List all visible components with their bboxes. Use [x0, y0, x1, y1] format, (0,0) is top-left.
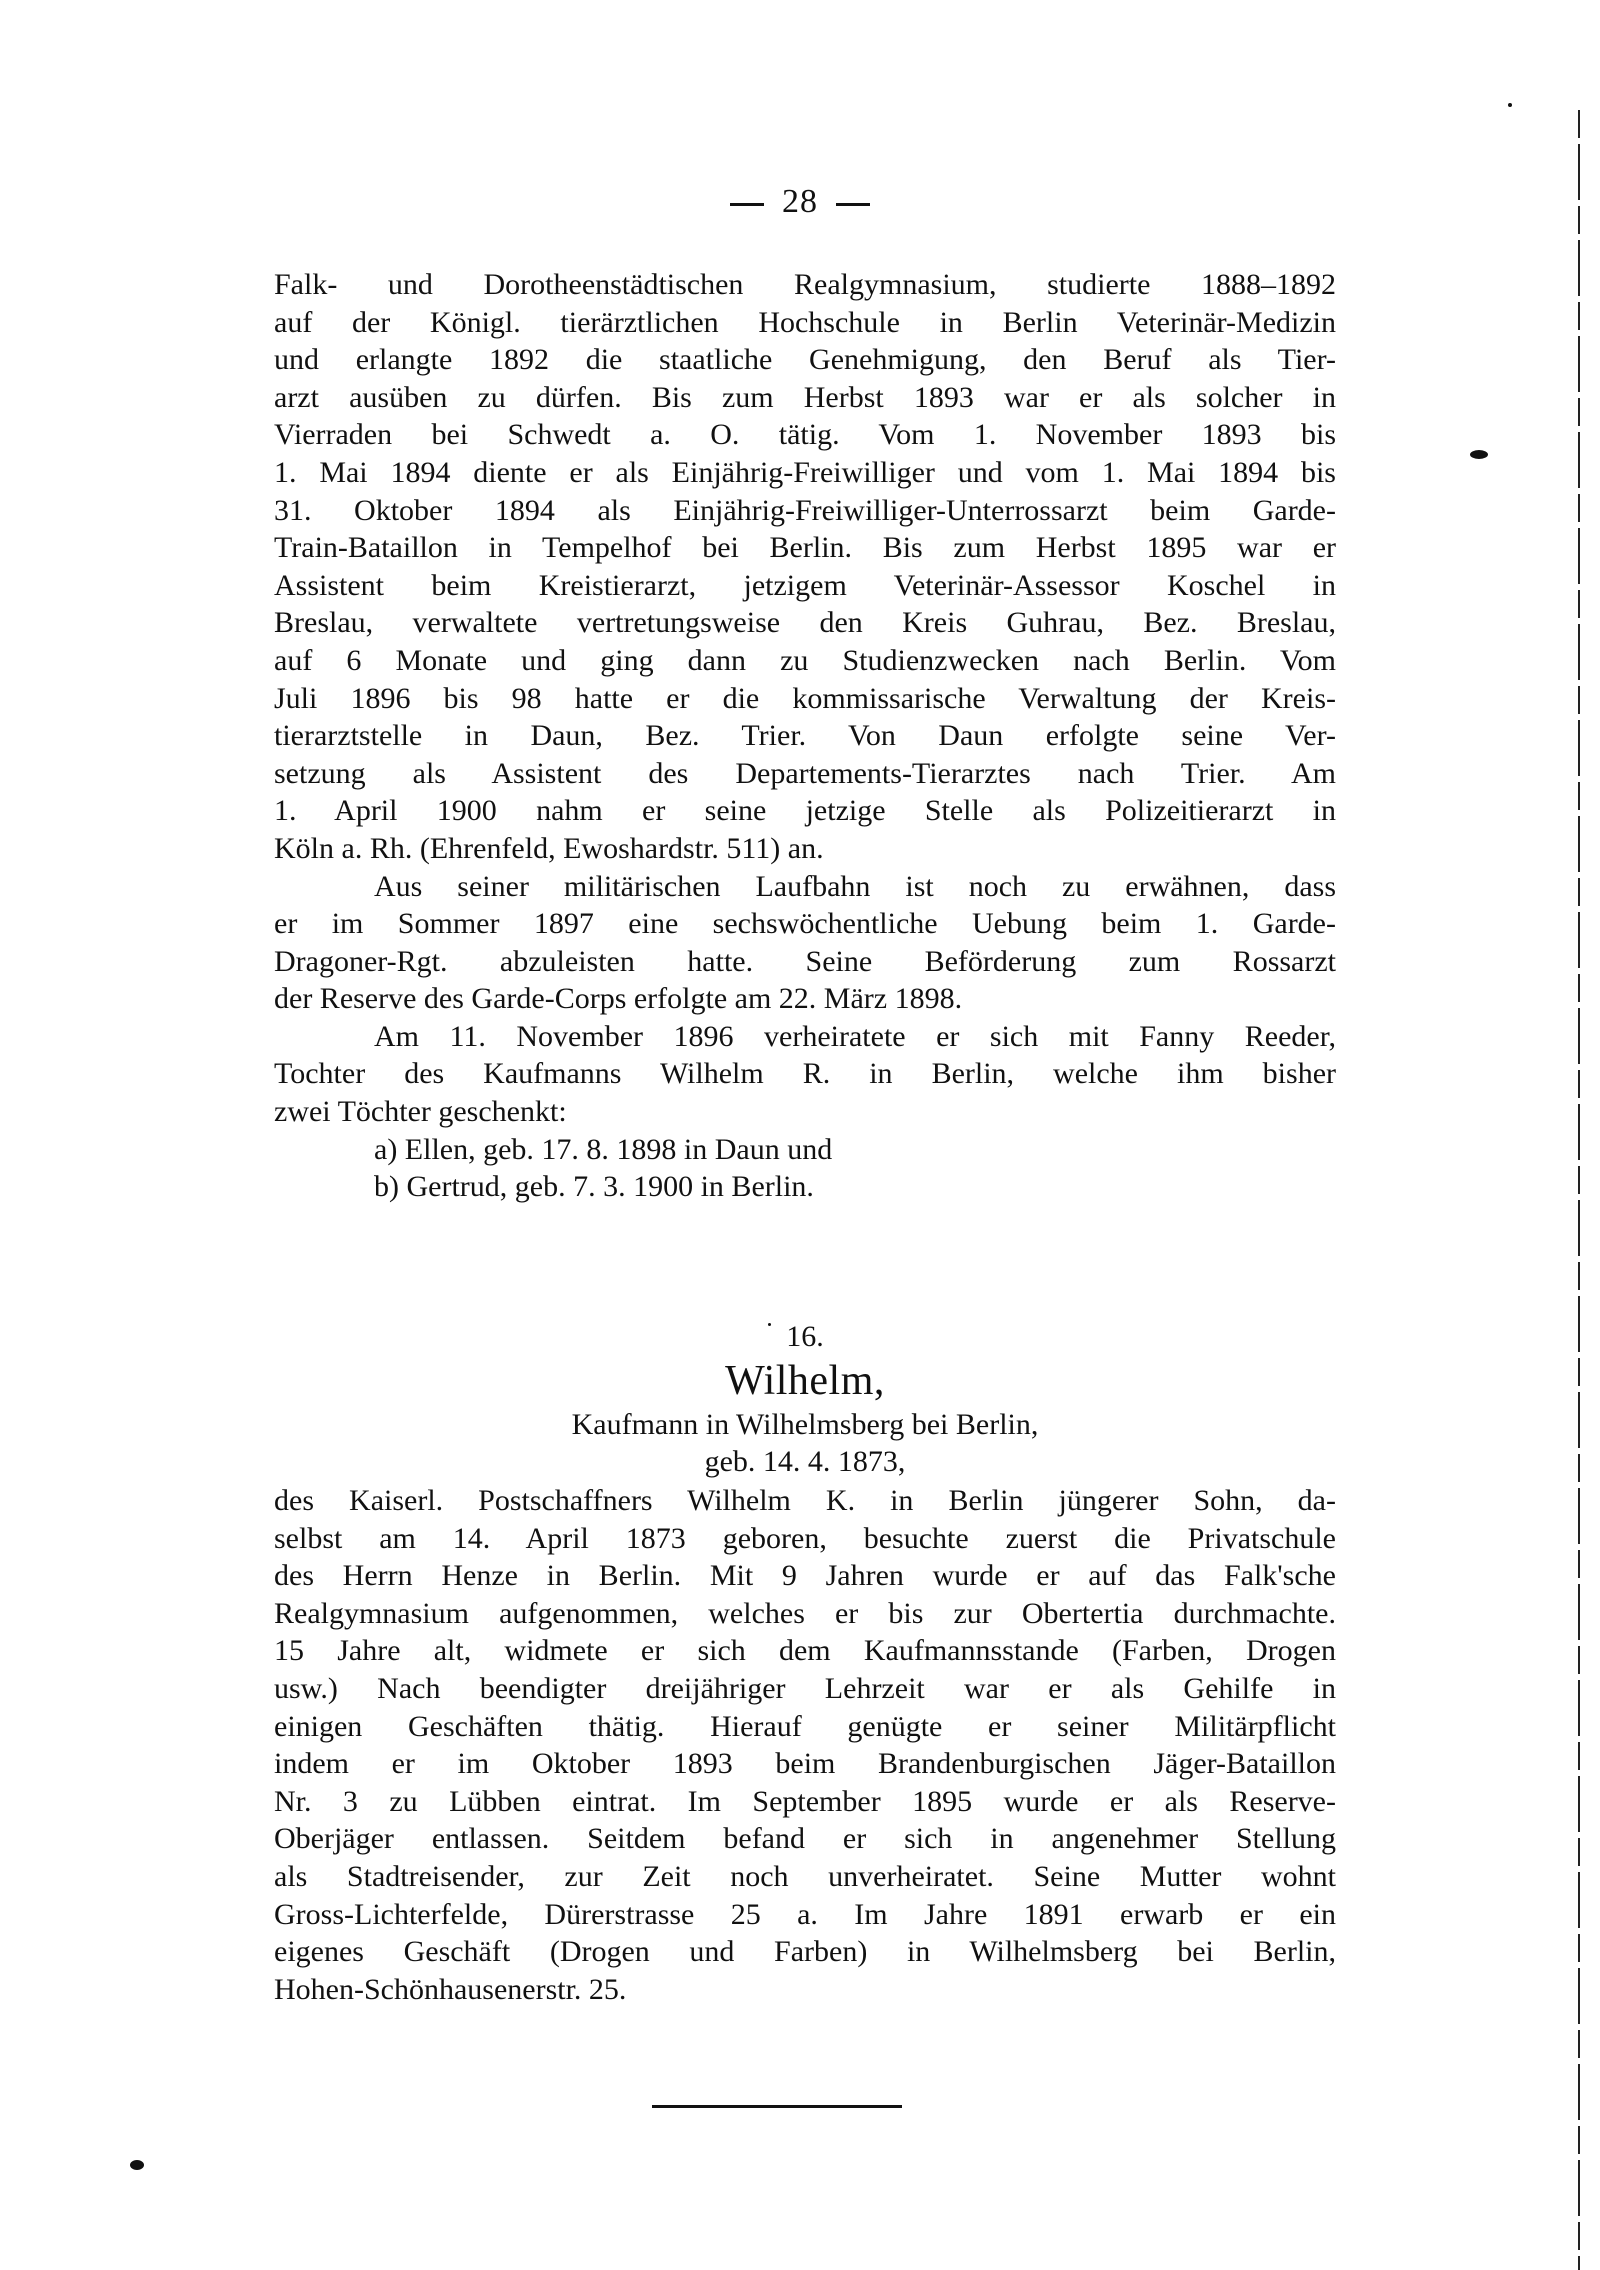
list-item-child: a) Ellen, geb. 17. 8. 1898 in Daun und [374, 1132, 833, 1166]
text-line: Breslau, verwaltete vertretungsweise den Kreis Guhrau, Bez. Breslau, [274, 606, 1336, 640]
text-line: usw.) Nach beendigter dreijähriger Lehrzeit war er als Gehilfe in [274, 1671, 1336, 1705]
text-line: des Herrn Henze in Berlin. Mit 9 Jahren wurde er auf das Falk'sche [274, 1559, 1336, 1593]
text-line: Dragoner-Rgt. abzuleisten hatte. Seine Beförderung zum Rossarzt [274, 944, 1336, 978]
text-line: Train-Bataillon in Tempelhof bei Berlin. Bis zum Herbst 1895 war er [274, 531, 1336, 565]
text-line: Köln a. Rh. (Ehrenfeld, Ewoshardstr. 511) an. [274, 831, 824, 865]
text-line: setzung als Assistent des Departements-Tierarztes nach Trier. Am [274, 756, 1336, 790]
page-number-text: 28 [782, 183, 818, 220]
section-divider-rule [652, 2105, 902, 2108]
paragraph-career [274, 266, 1336, 1206]
scan-speck [1508, 103, 1512, 107]
text-line: arzt ausüben zu dürfen. Bis zum Herbst 1893 war er als solcher in [274, 380, 1336, 414]
text-line: auf 6 Monate und ging dann zu Studienzwecken nach Berlin. Vom [274, 643, 1336, 677]
text-line: der Reserve des Garde-Corps erfolgte am 22. März 1898. [274, 982, 963, 1016]
scan-speck [130, 2160, 144, 2170]
text-line: Nr. 3 zu Lübben eintrat. Im September 1895 wurde er als Reserve- [274, 1784, 1336, 1818]
text-line: Tochter des Kaufmanns Wilhelm R. in Berlin, welche ihm bisher [274, 1057, 1336, 1091]
text-line: eigenes Geschäft (Drogen und Farben) in Wilhelmsberg bei Berlin, [274, 1935, 1336, 1969]
text-line: des Kaiserl. Postschaffners Wilhelm K. in Berlin jüngerer Sohn, da- [274, 1484, 1336, 1517]
text-line: Assistent beim Kreistierarzt, jetzigem Veterinär-Assessor Koschel in [274, 568, 1336, 602]
entry-name: Wilhelm, [725, 1357, 885, 1404]
text-line: als Stadtreisender, zur Zeit noch unverheiratet. Seine Mutter wohnt [274, 1859, 1336, 1893]
dash-left [730, 203, 764, 206]
text-line: auf der Königl. tierärztlichen Hochschule in Berlin Veterinär-Medizin [274, 305, 1336, 339]
page-number [0, 183, 1600, 221]
text-line: Falk- und Dorotheenstädtischen Realgymnasium, studierte 1888–1892 [274, 268, 1336, 301]
scan-edge-line [1578, 110, 1580, 2270]
text-line: Hohen-Schönhausenerstr. 25. [274, 1972, 627, 2006]
entry-occupation: Kaufmann in Wilhelmsberg bei Berlin, [571, 1407, 1039, 1441]
text-line: selbst am 14. April 1873 geboren, besuchte zuerst die Privatschule [274, 1521, 1336, 1555]
entry-biography [274, 1482, 1336, 2008]
text-line: Oberjäger entlassen. Seitdem befand er sich in angenehmer Stellung [274, 1822, 1336, 1856]
text-line: Realgymnasium aufgenommen, welches er bis zur Obertertia durchmachte. [274, 1596, 1336, 1630]
text-line: Aus seiner militärischen Laufbahn ist noch zu erwähnen, dass [374, 869, 1336, 903]
text-line: er im Sommer 1897 eine sechswöchentliche Uebung beim 1. Garde- [274, 907, 1336, 941]
text-line: Juli 1896 bis 98 hatte er die kommissarische Verwaltung der Kreis- [274, 681, 1336, 715]
dash-right [836, 203, 870, 206]
scan-speck [1470, 450, 1488, 459]
text-line: 1. April 1900 nahm er seine jetzige Stelle als Polizeitierarzt in [274, 794, 1336, 828]
text-line: 31. Oktober 1894 als Einjährig-Freiwilliger-Unterrossarzt beim Garde- [274, 493, 1336, 527]
text-line: tierarztstelle in Daun, Bez. Trier. Von Daun erfolgte seine Ver- [274, 719, 1336, 753]
text-line: Am 11. November 1896 verheiratete er sich mit Fanny Reeder, [374, 1019, 1336, 1053]
text-line: indem er im Oktober 1893 beim Brandenburgischen Jäger-Bataillon [274, 1747, 1336, 1781]
entry-birthdate: geb. 14. 4. 1873, [704, 1445, 906, 1479]
text-line: und erlangte 1892 die staatliche Genehmigung, den Beruf als Tier- [274, 343, 1336, 377]
text-line: einigen Geschäften thätig. Hierauf genügte er seiner Militärpflicht [274, 1709, 1336, 1743]
text-line: Gross-Lichterfelde, Dürerstrasse 25 a. Im Jahre 1891 erwarb er ein [274, 1897, 1336, 1931]
text-line: 1. Mai 1894 diente er als Einjährig-Freiwilliger und vom 1. Mai 1894 bis [274, 455, 1336, 489]
list-item-child: b) Gertrud, geb. 7. 3. 1900 in Berlin. [374, 1170, 814, 1204]
scan-speck [768, 1323, 771, 1326]
entry-header [274, 1318, 1336, 1481]
text-line: 15 Jahre alt, widmete er sich dem Kaufmannsstande (Farben, Drogen [274, 1634, 1336, 1668]
text-line: zwei Töchter geschenkt: [274, 1095, 567, 1129]
entry-number: 16. [786, 1320, 824, 1353]
text-line: Vierraden bei Schwedt a. O. tätig. Vom 1. November 1893 bis [274, 418, 1336, 452]
